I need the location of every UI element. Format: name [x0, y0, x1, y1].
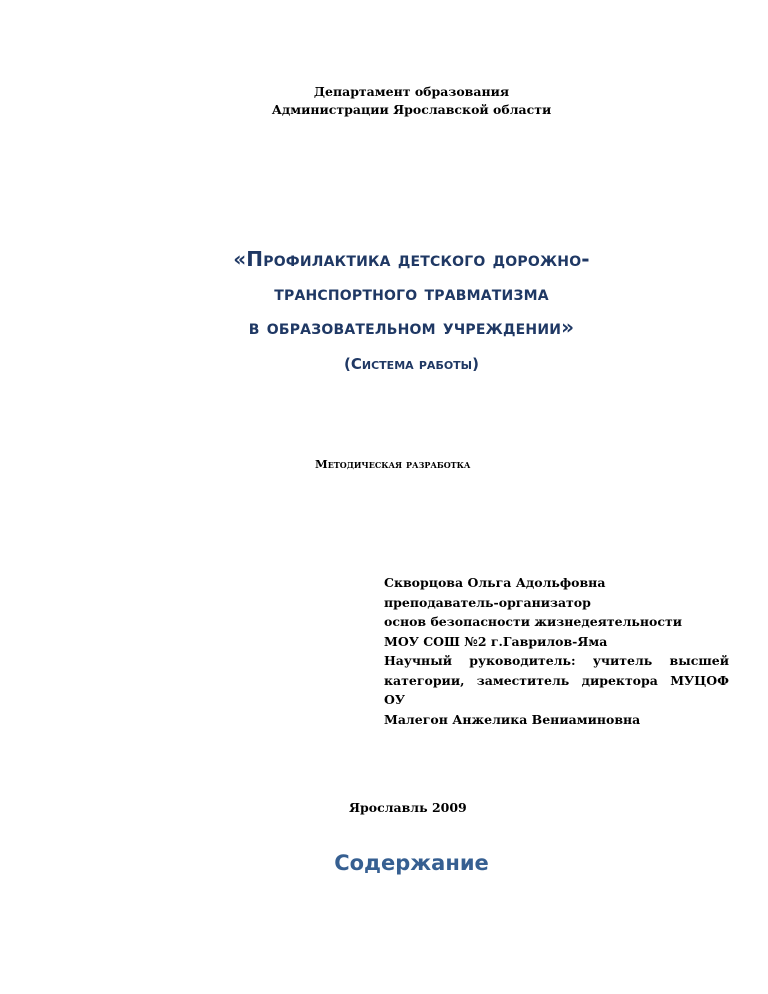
title-line-2: транспортного травматизма — [274, 281, 549, 305]
author-school: МОУ СОШ №2 г.Гаврилов-Яма — [384, 633, 608, 649]
author-subject: основ безопасности жизнедеятельности — [384, 614, 683, 629]
department-header — [0, 83, 768, 119]
supervisor-name: Малегон Анжелика Вениаминовна — [384, 711, 641, 727]
city-year: Ярославль 2009 — [349, 800, 467, 815]
contents-heading: Содержание — [334, 851, 489, 875]
method-label: Методическая разработка — [315, 457, 471, 471]
department-line: Департамент образования — [313, 84, 510, 99]
author-position: преподаватель-организатор — [384, 594, 591, 610]
document-title — [0, 242, 768, 344]
title-line-3: в образовательном учреждении» — [248, 315, 575, 339]
supervisor-info: Научный руководитель: учитель высшей категории, заместитель директора МУЦОФ ОУ — [384, 653, 729, 707]
author-name: Скворцова Ольга Адольфовна — [384, 575, 606, 590]
administration-line: Администрации Ярославской области — [271, 102, 552, 117]
title-line-1: «Профилактика детского дорожно- — [233, 247, 590, 271]
document-subtitle: (Система работы) — [344, 355, 479, 373]
author-block — [384, 573, 729, 729]
